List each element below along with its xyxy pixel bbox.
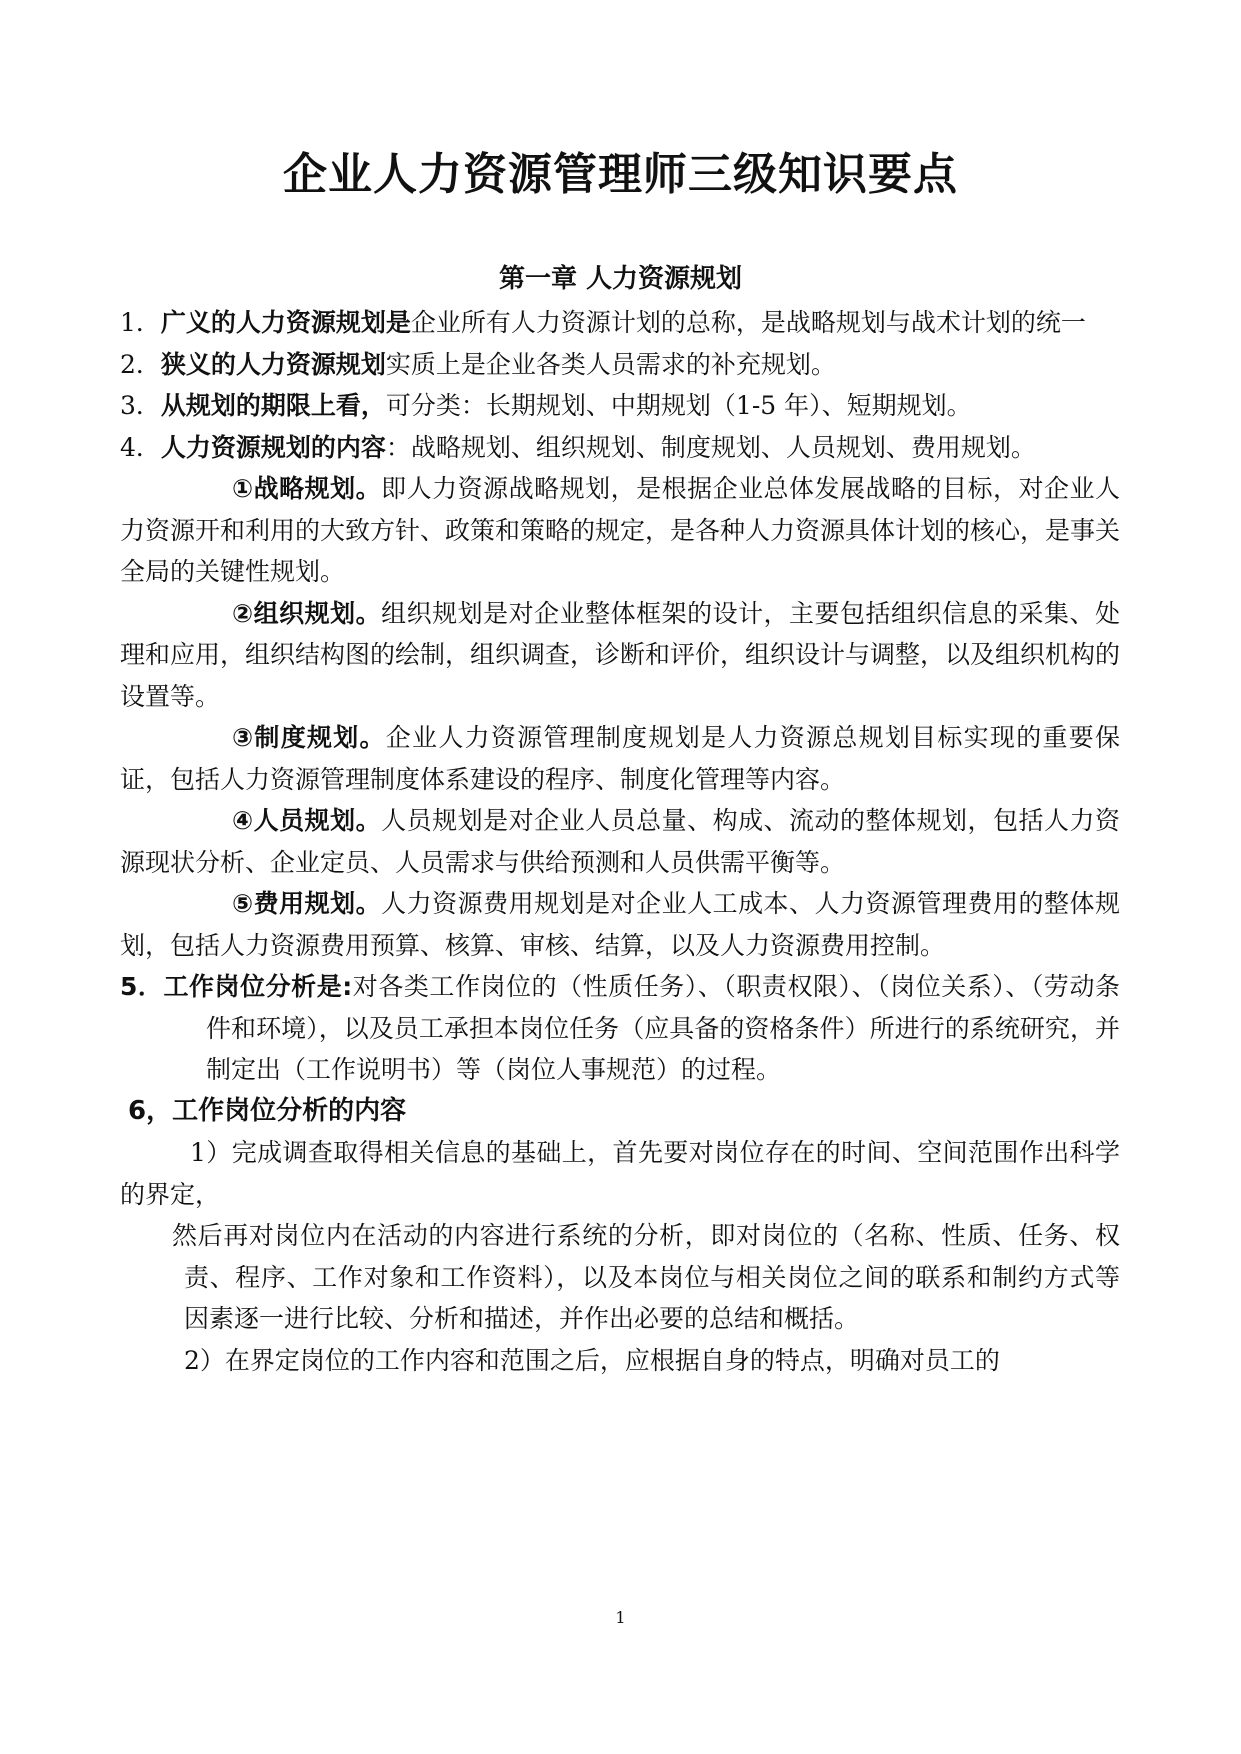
sub-item-organization: ②组织规划。组织规划是对企业整体框架的设计，主要包括组织信息的采集、处理和应用，组织结构图的绘制，组织调查，诊断和评价，组织设计与调整，以及组织机构的设置等。 <box>120 598 1121 711</box>
paragraph: 然后再对岗位内在活动的内容进行系统的分析，即对岗位的（名称、性质、任务、权责、程序、工作对象和工作资料），以及本岗位与相关岗位之间的联系和制约方式等因素逐一进行比较、分析和描述，并作出必要的总结和概括。 <box>172 1221 1120 1333</box>
list-item: 4．人力资源规划的内容：战略规划、组织规划、制度规划、人员规划、费用规划。 <box>120 432 1036 462</box>
sub-item-personnel: ④人员规划。人员规划是对企业人员总量、构成、流动的整体规划，包括人力资源现状分析、企业定员、人员需求与供给预测和人员供需平衡等。 <box>120 806 1120 877</box>
page-number: 1 <box>615 1608 626 1627</box>
document-body <box>120 302 1120 1381</box>
sub-item-cost: ⑤费用规划。人力资源费用规划是对企业人工成本、人力资源管理费用的整体规划，包括人力资源费用预算、核算、审核、结算，以及人力资源费用控制。 <box>120 889 1120 960</box>
paragraph: 1）完成调查取得相关信息的基础上，首先要对岗位存在的时间、空间范围作出科学的界定， <box>120 1138 1120 1209</box>
list-item-job-analysis: 5．工作岗位分析是:对各类工作岗位的（性质任务）、（职责权限）、（岗位关系）、（劳动条件和环境），以及员工承担本岗位任务（应具备的资格条件）所进行的系统研究，并制定出（工作说明书）等（岗位人事规范）的过程。 <box>120 972 1120 1084</box>
paragraph: 2）在界定岗位的工作内容和范围之后，应根据自身的特点，明确对员工的 <box>184 1345 1000 1375</box>
list-item: 1．广义的人力资源规划是企业所有人力资源计划的总称，是战略规划与战术计划的统一 <box>120 308 1086 337</box>
list-item: 3．从规划的期限上看，可分类：长期规划、中期规划（1-5 年）、短期规划。 <box>120 391 972 420</box>
sub-item-strategy: ①战略规划。即人力资源战略规划，是根据企业总体发展战略的目标，对企业人力资源开和利用的大致方针、政策和策略的规定，是各种人力资源具体计划的核心，是事关全局的关键性规划。 <box>120 474 1121 586</box>
sub-item-system: ③制度规划。企业人力资源管理制度规划是人力资源总规划目标实现的重要保证，包括人力资源管理制度体系建设的程序、制度化管理等内容。 <box>120 723 1120 794</box>
list-item: 2．狭义的人力资源规划实质上是企业各类人员需求的补充规划。 <box>120 349 836 379</box>
chapter-heading: 第一章 人力资源规划 <box>498 264 743 294</box>
document-title: 企业人力资源管理师三级知识要点 <box>283 149 958 200</box>
section-heading: 6，工作岗位分析的内容 <box>128 1095 407 1126</box>
